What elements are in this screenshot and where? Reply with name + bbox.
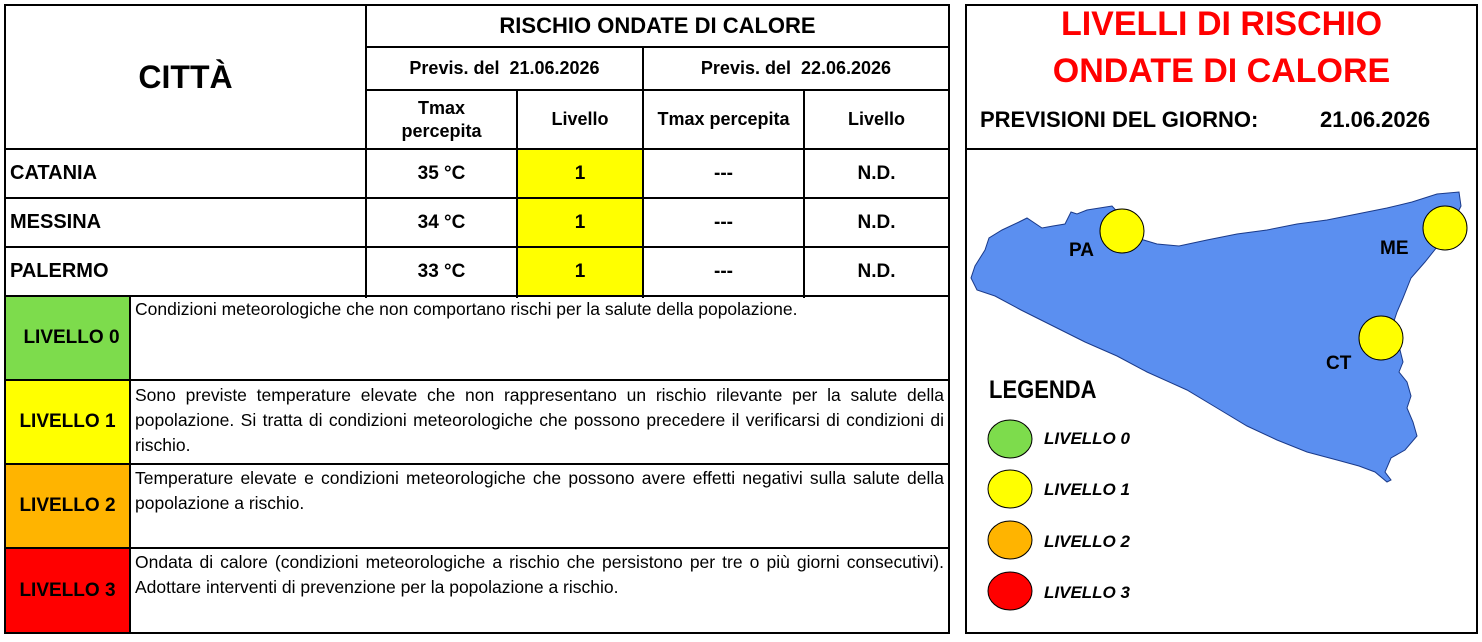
tmax-value: --- <box>714 211 733 233</box>
ct-marker-icon <box>1359 316 1403 360</box>
pa-label: PA <box>1069 240 1094 261</box>
city-name: PALERMO <box>10 260 109 282</box>
ct-label: CT <box>1326 353 1352 374</box>
forecast-date-1: Previs. del 21.06.2026 <box>409 58 600 78</box>
legend-swatch-icon <box>988 470 1032 508</box>
tmax-value: --- <box>714 162 733 184</box>
legend-label: LIVELLO 0 <box>1044 429 1130 448</box>
legend-label: LIVELLO 1 <box>1044 480 1130 499</box>
city-header: CITTÀ <box>138 58 233 95</box>
legend-swatches <box>986 416 1036 616</box>
level-value: 1 <box>518 199 642 246</box>
level-3-description: Ondata di calore (condizioni meteorologiche a rischio che persistono per tre o più giorni consecutivi). Adottare interventi di prevenzione per la popolazione a rischio. <box>135 552 944 597</box>
pa-marker-icon <box>1100 209 1144 253</box>
level-1-label: LIVELLO 1 <box>6 381 129 463</box>
forecast-label: PREVISIONI DEL GIORNO: <box>980 107 1259 132</box>
legend-title: LEGENDA <box>989 376 1097 404</box>
col-level-2: Livello <box>847 109 905 129</box>
level-1-description: Sono previste temperature elevate che non rappresentano un rischio rilevante per la salute della popolazione. Si tratta di condizioni meteorologiche che possono precedere il verificarsi di condizioni di rischio. <box>135 385 944 455</box>
panel-title-line2: ONDATE DI CALORE <box>1052 51 1391 90</box>
legend-label: LIVELLO 2 <box>1044 532 1130 551</box>
me-marker-icon <box>1423 206 1467 250</box>
level-2-description: Temperature elevate e condizioni meteorologiche che possono avere effetti negativi sulla salute della popolazione a rischio. <box>135 468 944 513</box>
tmax-value: --- <box>714 260 733 282</box>
level-0-description: Condizioni meteorologiche che non comportano rischi per la salute della popolazione. <box>135 299 798 319</box>
main-header: RISCHIO ONDATE DI CALORE <box>499 13 816 38</box>
me-label: ME <box>1380 238 1409 259</box>
legend-label: LIVELLO 3 <box>1044 583 1130 602</box>
level-0-label: LIVELLO 0 <box>6 297 129 379</box>
col-level-1: Livello <box>551 109 609 129</box>
legend-swatch-icon <box>988 521 1032 559</box>
level-2-label: LIVELLO 2 <box>6 465 129 547</box>
panel-title-line1: LIVELLI DI RISCHIO <box>1060 4 1383 43</box>
city-name: MESSINA <box>10 211 102 233</box>
legend-swatch-icon <box>988 572 1032 610</box>
forecast-date: 21.06.2026 <box>1320 107 1431 132</box>
level-3-label: LIVELLO 3 <box>6 549 129 632</box>
tmax-value: 35 °C <box>417 162 466 184</box>
level-value: N.D. <box>857 162 896 184</box>
col-tmax-1: Tmax percepita <box>401 97 482 141</box>
level-value: N.D. <box>857 260 896 282</box>
city-name: CATANIA <box>10 162 98 184</box>
level-value: 1 <box>518 150 642 197</box>
tmax-value: 34 °C <box>417 211 466 233</box>
legend-swatch-icon <box>988 420 1032 458</box>
forecast-date-2: Previs. del 22.06.2026 <box>700 58 892 78</box>
level-value: 1 <box>518 248 642 295</box>
col-tmax-2: Tmax percepita <box>657 109 790 129</box>
tmax-value: 33 °C <box>417 260 466 282</box>
level-value: N.D. <box>857 211 896 233</box>
